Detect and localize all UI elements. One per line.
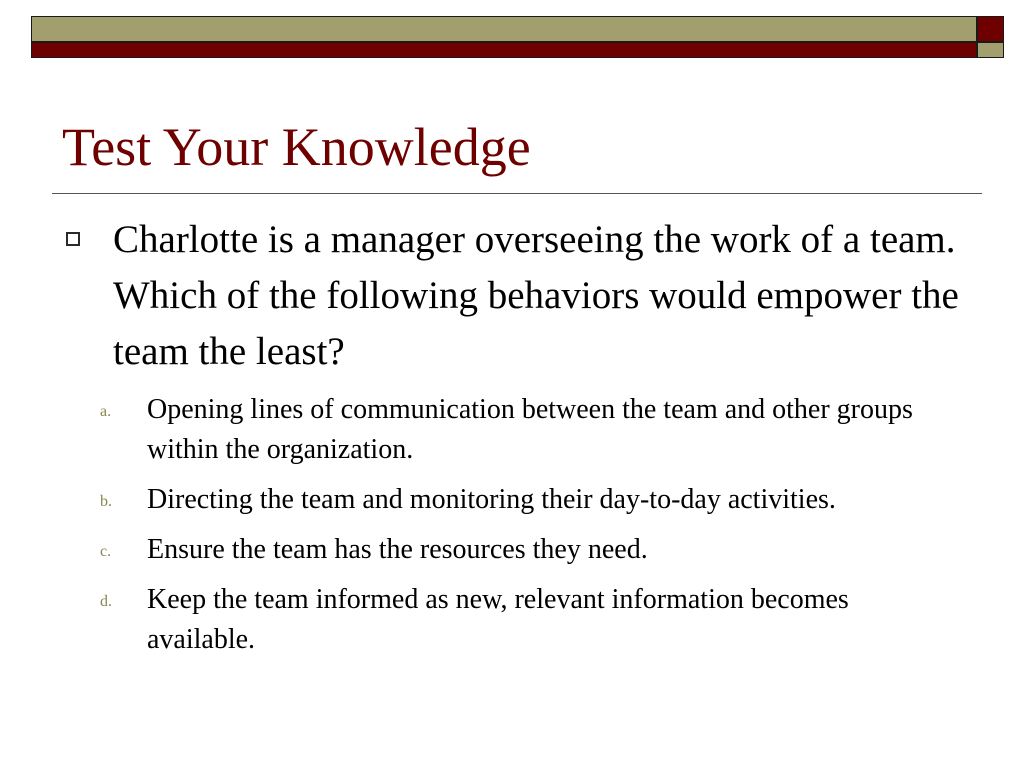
option-marker: b. [100,493,112,510]
option-marker: a. [100,403,112,420]
question-item [0,212,983,380]
header-band-maroon [31,42,977,58]
option-text: Directing the team and monitoring their day-to-day activities. [147,484,836,515]
option-a [0,390,927,470]
option-text: Keep the team informed as new, relevant information becomes available. [147,584,849,655]
header-square-maroon [977,16,1004,42]
option-d [0,580,927,660]
slide-content [0,212,1024,670]
header-band-olive [31,16,977,42]
option-marker: d. [100,593,112,610]
hollow-square-bullet-icon [66,232,80,246]
question-text: Charlotte is a manager overseeing the work of a team. Which of the following behaviors would empower the team the least? [113,218,959,373]
option-text: Ensure the team has the resources they need. [147,534,648,565]
option-b [0,480,927,520]
option-text: Opening lines of communication between the team and other groups within the organization. [147,394,913,465]
option-c [0,530,927,570]
answer-options-list [0,390,1024,660]
slide-title: Test Your Knowledge [62,117,531,177]
title-divider [52,193,982,194]
option-marker: c. [100,543,112,560]
header-square-olive [977,42,1004,58]
